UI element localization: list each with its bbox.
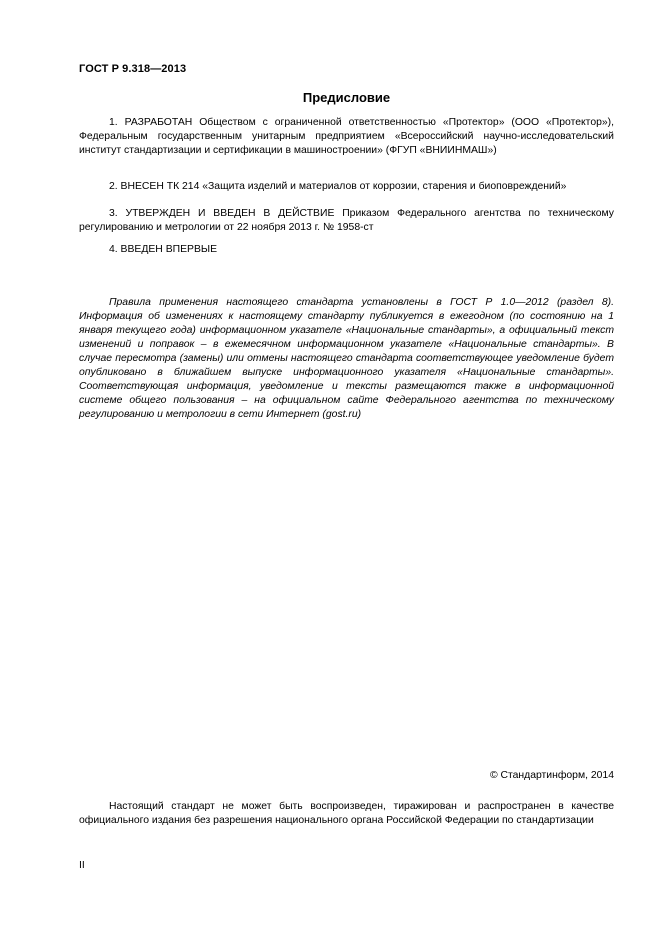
foreword-item-developed: 1. РАЗРАБОТАН Обществом с ограниченной ответственностью «Протектор» (ООО «Протектор»), Федеральным государственным унитарным предприятием «Всероссийский научно-исследовательский институт стандартизации и сертификации в машиностроении» (ФГУП «ВНИИНМАШ») [79, 117, 614, 156]
page-number: II [79, 860, 85, 871]
foreword-item-approved: 3. УТВЕРЖДЕН И ВВЕДЕН В ДЕЙСТВИЕ Приказом Федерального агентства по техническому регулированию и метрологии от 22 ноября 2013 г. № 1958-ст [79, 208, 614, 233]
foreword-item-submitted: 2. ВНЕСЕН ТК 214 «Защита изделий и материалов от коррозии, старения и биоповреждений» [109, 181, 567, 192]
reproduction-restriction: Настоящий стандарт не может быть воспроизведен, тиражирован и распространен в качестве официального издания без разрешения национального органа Российской Федерации по стандартизации [79, 801, 614, 826]
page-title: Предисловие [302, 90, 391, 105]
copyright-line: © Стандартинформ, 2014 [489, 770, 614, 781]
foreword-item-introduced: 4. ВВЕДЕН ВПЕРВЫЕ [109, 244, 218, 255]
document-id: ГОСТ Р 9.318—2013 [79, 63, 187, 75]
application-rules-notice: Правила применения настоящего стандарта установлены в ГОСТ Р 1.0—2012 (раздел 8). Информация об изменениях к настоящему стандарту публикуется в ежегодном (по состоянию на 1 января текущего года) информационном указателе «Национальные стандарты», а официальный текст изменений и поправок – в ежемесячном информационном указателе «Национальные стандарты». В случае пересмотра (замены) или отмены настоящего стандарта соответствующее уведомление будет опубликовано в ближайшем выпуске информационного указателя «Национальные стандарты». Соответствующая информация, уведомление и тексты размещаются также в информационной системе общего пользования – на официальном сайте Федерального агентства по техническому регулированию и метрологии в сети Интернет (gost.ru) [79, 297, 614, 420]
